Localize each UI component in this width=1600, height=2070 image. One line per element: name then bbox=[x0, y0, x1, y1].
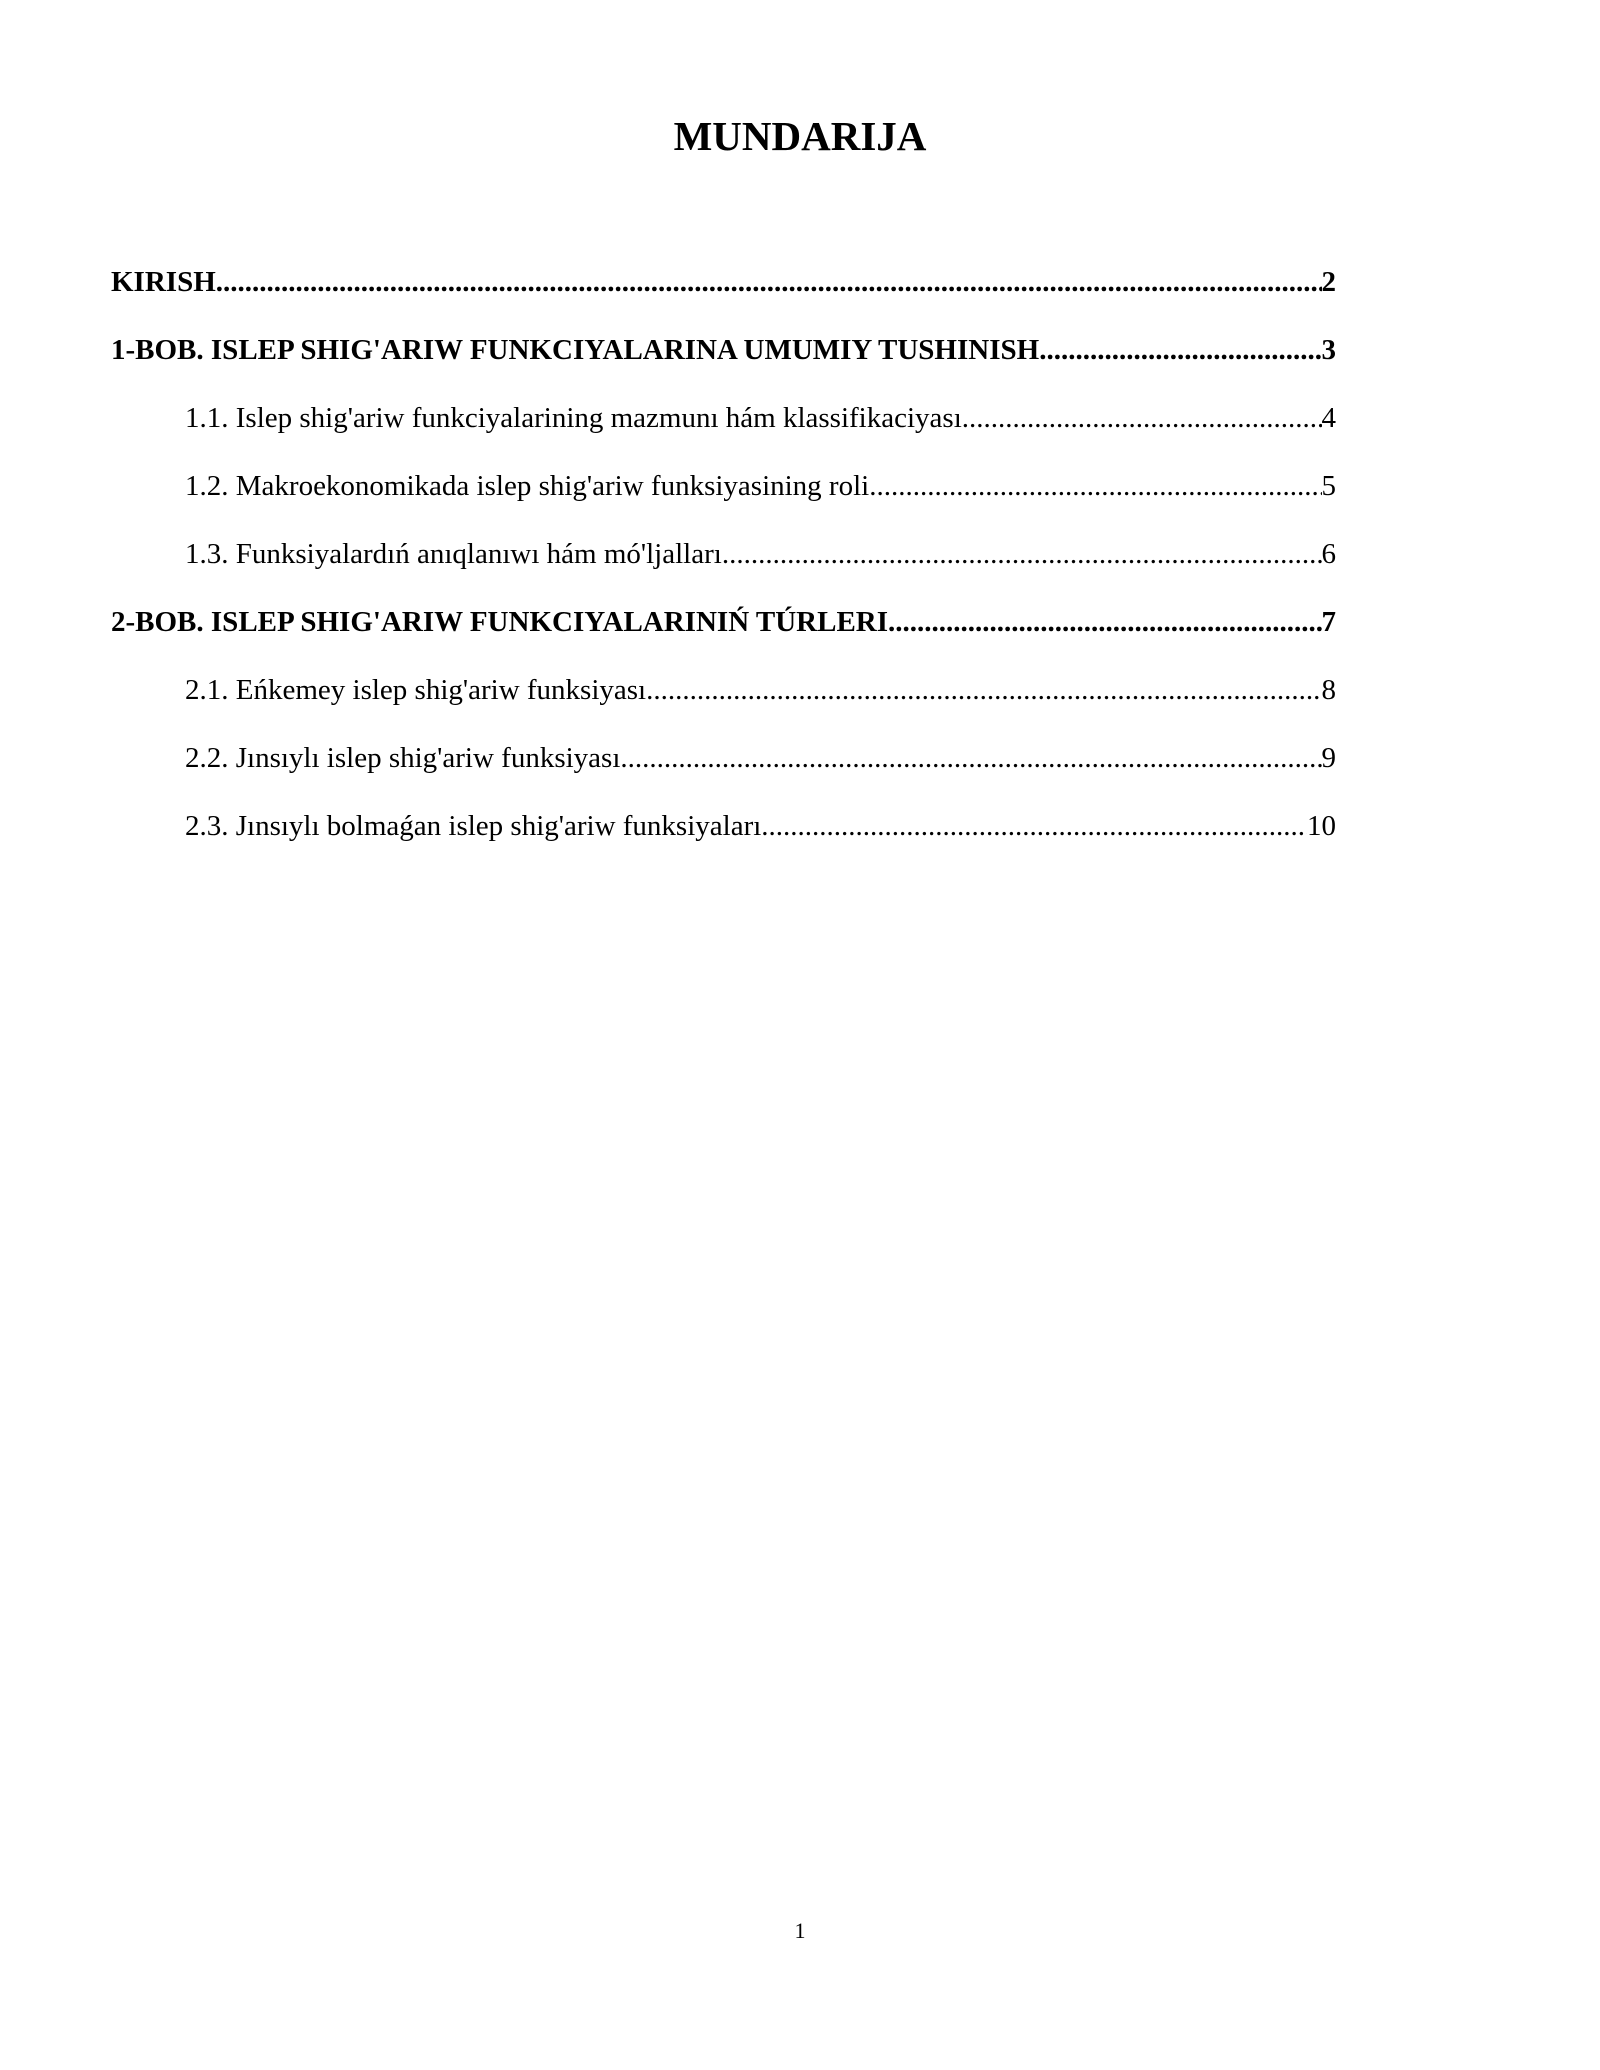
toc-entry-section-1-2[interactable] bbox=[111, 452, 1336, 520]
toc-entry-section-2-2[interactable] bbox=[111, 724, 1336, 792]
toc-entry-label: 2-BOB. ISLEP SHIG'ARIW FUNKCIYALARINIŃ TÚRLERI bbox=[111, 605, 889, 638]
toc-entry-label: 1.3. Funksiyalardıń anıqlanıwı hám mó'ljalları bbox=[185, 537, 722, 570]
toc-dot-leader bbox=[962, 402, 1322, 435]
toc-entry-page: 3 bbox=[1321, 333, 1336, 366]
toc-dot-leader bbox=[869, 470, 1321, 503]
toc-dot-leader bbox=[216, 266, 1322, 299]
toc-entry-chapter-2[interactable] bbox=[111, 588, 1336, 656]
toc-entry-label: 2.3. Jınsıylı bolmaǵan islep shig'ariw funksiyaları bbox=[185, 809, 762, 842]
toc-entry-chapter-1[interactable] bbox=[111, 316, 1336, 384]
toc-dot-leader bbox=[761, 810, 1307, 843]
toc-entry-page: 7 bbox=[1321, 605, 1336, 638]
toc-dot-leader bbox=[620, 742, 1321, 775]
toc-entry-label: 1-BOB. ISLEP SHIG'ARIW FUNKCIYALARINA UMUMIY TUSHINISH bbox=[111, 333, 1040, 366]
toc-entry-section-1-3[interactable] bbox=[111, 520, 1336, 588]
toc-entry-page: 8 bbox=[1321, 673, 1336, 706]
toc-entry-label: 2.2. Jınsıylı islep shig'ariw funksiyası bbox=[185, 741, 621, 774]
toc-entry-section-2-1[interactable] bbox=[111, 656, 1336, 724]
table-of-contents bbox=[111, 248, 1336, 860]
toc-dot-leader bbox=[646, 674, 1321, 707]
toc-entry-page: 2 bbox=[1321, 265, 1336, 298]
toc-entry-section-1-1[interactable] bbox=[111, 384, 1336, 452]
toc-entry-page: 6 bbox=[1321, 537, 1336, 570]
toc-entry-label: KIRISH bbox=[111, 265, 216, 298]
toc-entry-page: 9 bbox=[1321, 741, 1336, 774]
toc-entry-label: 1.2. Makroekonomikada islep shig'ariw funksiyasining roli bbox=[185, 469, 870, 502]
toc-entry-section-2-3[interactable] bbox=[111, 792, 1336, 860]
toc-entry-kirish[interactable] bbox=[111, 248, 1336, 316]
toc-entry-label: 1.1. Islep shig'ariw funkciyalarining mazmunı hám klassifikaciyası bbox=[185, 401, 962, 434]
toc-entry-page: 5 bbox=[1321, 469, 1336, 502]
toc-entry-page: 10 bbox=[1307, 809, 1336, 842]
page-title: MUNDARIJA bbox=[673, 113, 927, 159]
toc-dot-leader bbox=[888, 606, 1321, 639]
toc-entry-page: 4 bbox=[1321, 401, 1336, 434]
toc-dot-leader bbox=[722, 538, 1322, 571]
page-number: 1 bbox=[794, 1918, 806, 1943]
toc-dot-leader bbox=[1039, 334, 1321, 367]
toc-entry-label: 2.1. Eńkemey islep shig'ariw funksiyası bbox=[185, 673, 647, 706]
